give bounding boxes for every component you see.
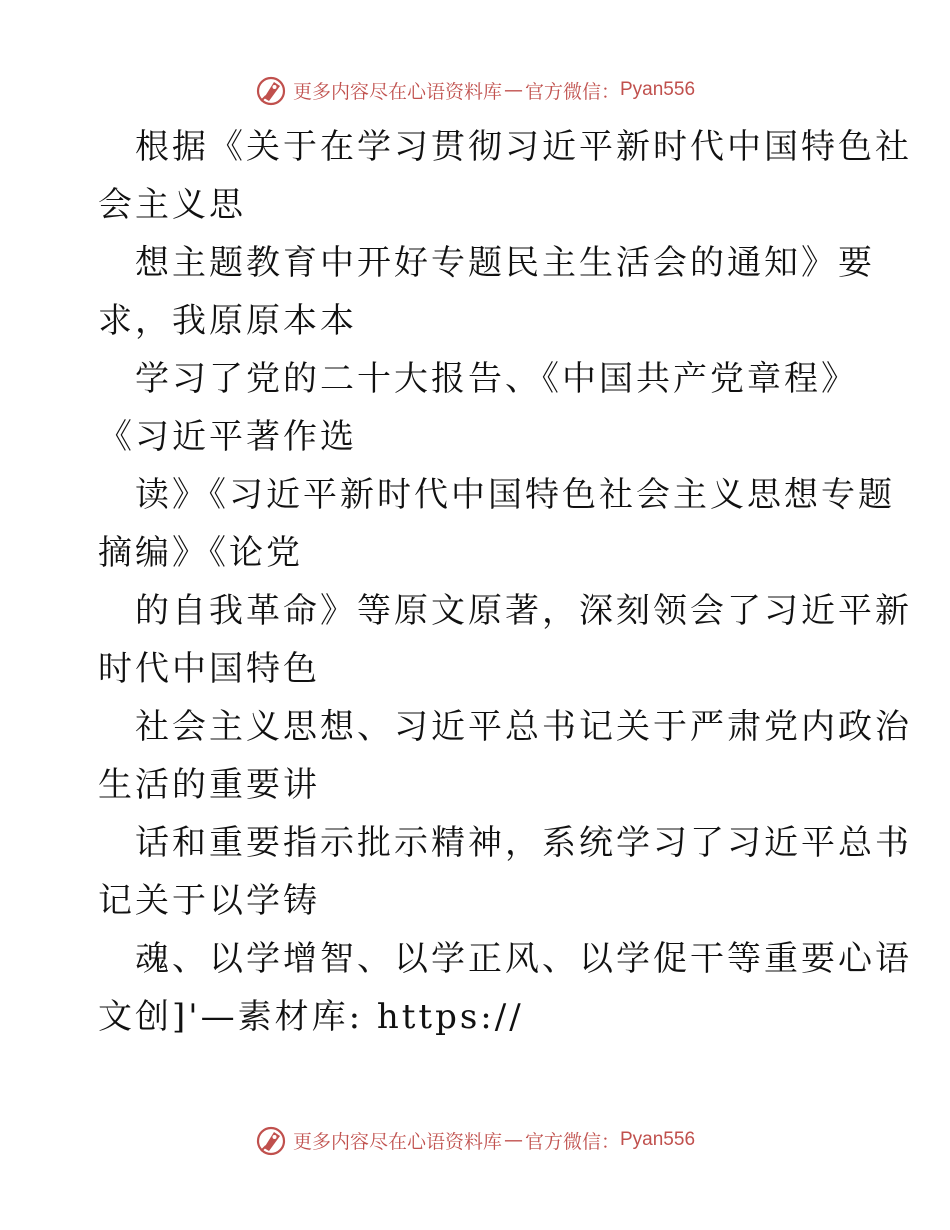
body-line: 魂、以学增智、以学正风、以学促干等重要心语 xyxy=(135,939,912,979)
header-wechat-label: 官方微信： xyxy=(524,80,620,103)
body-line: 求，我原原本本 xyxy=(98,301,357,341)
body-line: 文创]'—素材库: https:// xyxy=(98,997,524,1037)
footer-separator: — xyxy=(503,1129,523,1151)
pen-nib-logo-icon xyxy=(255,1124,287,1156)
footer-wechat-id: Pyan556 xyxy=(620,1129,696,1150)
body-line: 想主题教育中开好专题民主生活会的通知》要 xyxy=(135,243,875,283)
body-line: 记关于以学铸 xyxy=(98,881,320,921)
body-line: 《习近平著作选 xyxy=(98,417,357,457)
body-line: 时代中国特色 xyxy=(98,649,320,689)
header-site-text: 更多内容尽在心语资料库 xyxy=(292,80,502,103)
pen-nib-logo-icon xyxy=(255,74,287,106)
body-line: 学习了党的二十大报告、《中国共产党章程》 xyxy=(135,359,858,399)
body-line: 的自我革命》等原文原著，深刻领会了习近平新 xyxy=(135,591,912,631)
body-line: 话和重要指示批示精神，系统学习了习近平总书 xyxy=(135,823,912,863)
body-line: 摘编》《论党 xyxy=(98,533,303,573)
body-line: 根据《关于在学习贯彻习近平新时代中国特色社 xyxy=(135,127,912,167)
header-watermark xyxy=(0,70,950,110)
footer-wechat-label: 官方微信： xyxy=(524,1130,620,1153)
body-line: 会主义思 xyxy=(98,185,246,225)
header-wechat-id: Pyan556 xyxy=(620,79,696,100)
footer-site-text: 更多内容尽在心语资料库 xyxy=(292,1130,502,1153)
footer-watermark xyxy=(0,1120,950,1160)
document-body xyxy=(98,118,912,1046)
header-separator: — xyxy=(503,79,523,101)
body-line: 生活的重要讲 xyxy=(98,765,320,805)
body-line: 社会主义思想、习近平总书记关于严肃党内政治 xyxy=(135,707,912,747)
body-line: 读》《习近平新时代中国特色社会主义思想专题 xyxy=(135,475,895,515)
